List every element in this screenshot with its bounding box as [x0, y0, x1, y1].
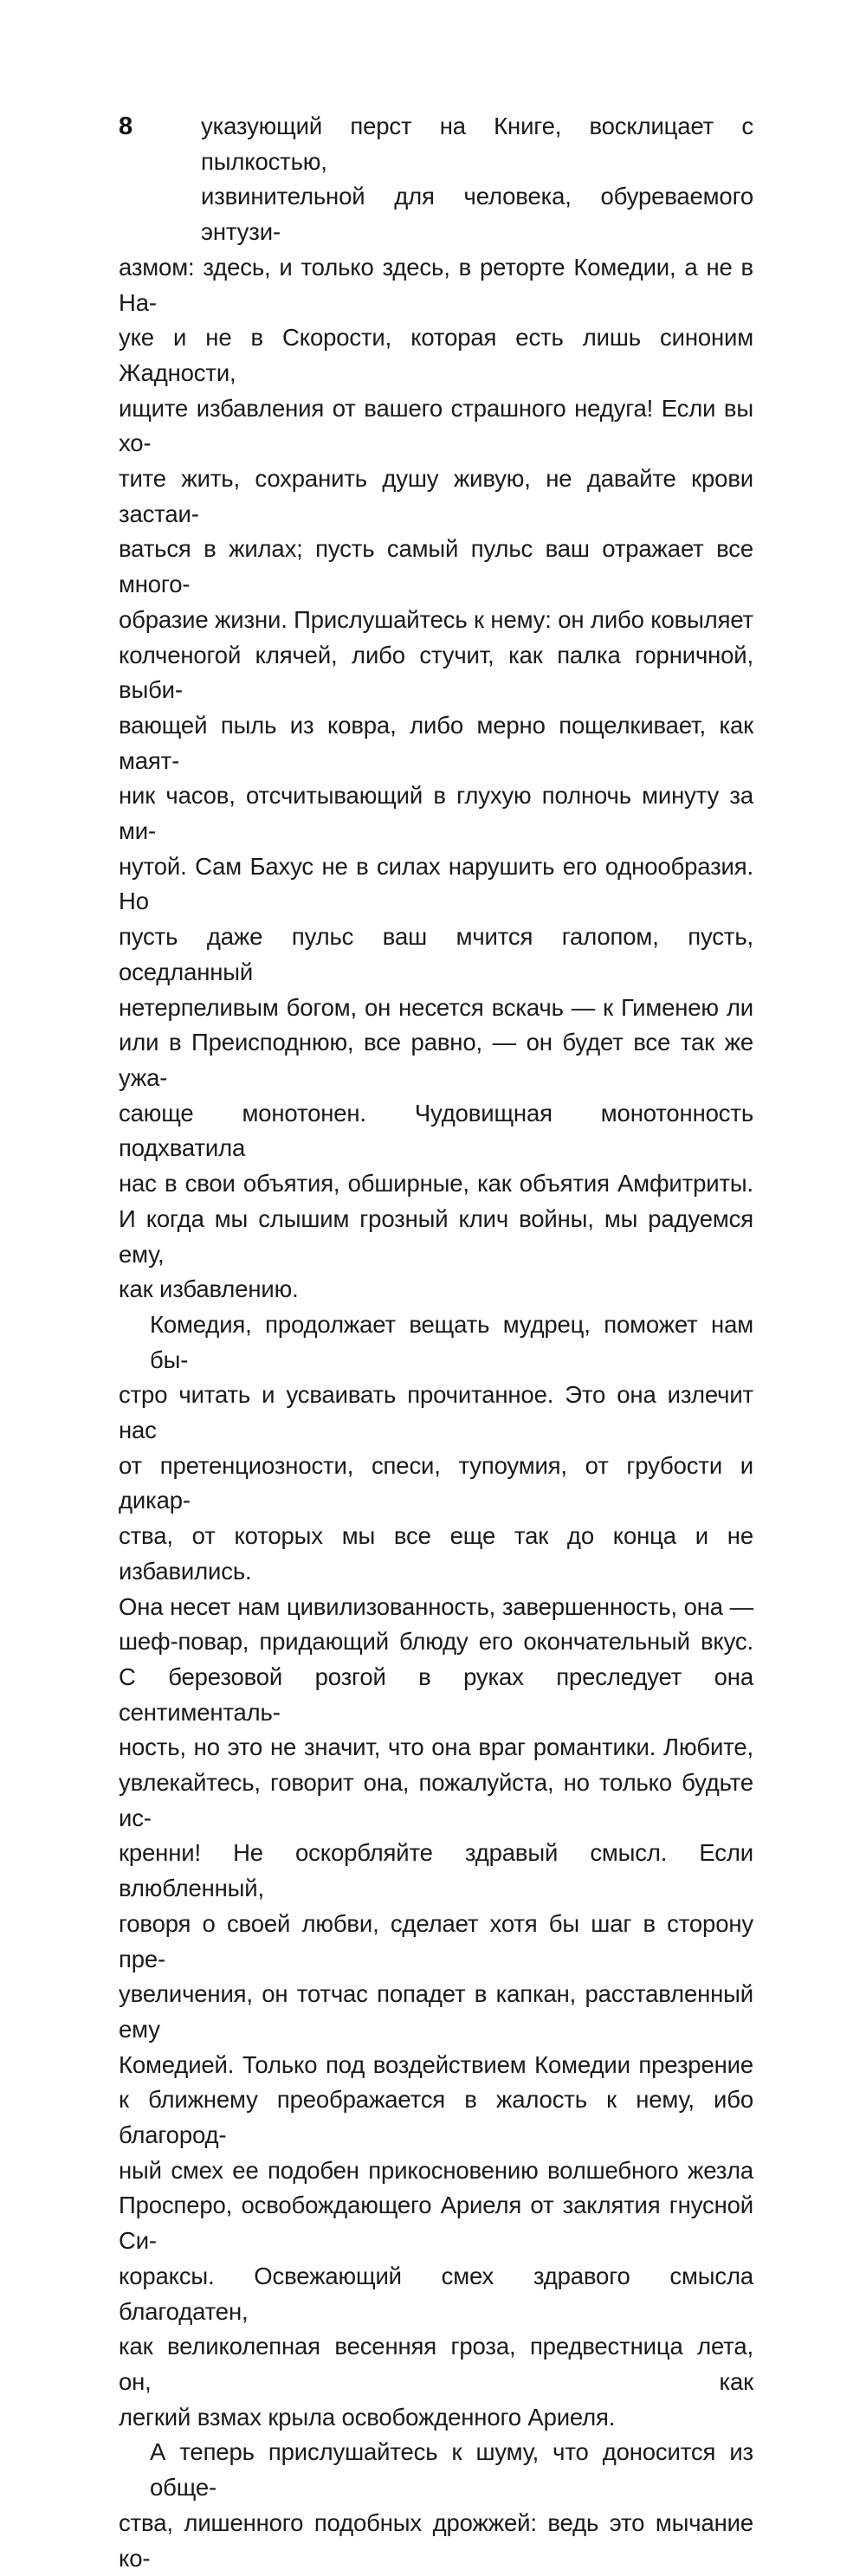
text-line-content: извинительной для человека, обуреваемого энтузи- — [201, 183, 753, 246]
body-text — [119, 109, 753, 2576]
text-line-content: как избавлению. — [119, 1275, 299, 1303]
text-line — [119, 1096, 753, 1166]
text-line-content: Просперо, освобождающего Ариеля от заклятия гнусной Си- — [119, 2192, 753, 2255]
text-line — [119, 1449, 753, 1519]
text-line — [119, 920, 753, 990]
text-line-content: легкий взмах крыла освобожденного Ариеля. — [119, 2403, 616, 2431]
text-line — [119, 1624, 753, 1660]
text-line-content: ник часов, отсчитывающий в глухую полночь минуту за ми- — [119, 782, 753, 845]
text-line-content: ства, от которых мы все еще так до конца и не избавились. — [119, 1522, 753, 1585]
text-line-content: к ближнему преображается в жалость к нему, ибо благород- — [119, 2086, 753, 2149]
text-line — [119, 1519, 753, 1589]
text-line — [119, 1977, 753, 2047]
text-line-content: Комедией. Только под воздействием Комедии презрение — [119, 2050, 753, 2078]
text-line-content: кораксы. Освежающий смех здравого смысла благодатен, — [119, 2262, 753, 2325]
text-line — [119, 532, 753, 602]
text-line-content: сающе монотонен. Чудовищная монотонность подхватила — [119, 1099, 753, 1162]
text-line-content: пусть даже пульс ваш мчится галопом, пусть, оседланный — [119, 923, 753, 985]
text-line-content: ность, но это не значит, что она враг романтики. Любите, — [119, 1733, 753, 1761]
text-line — [119, 1660, 753, 1730]
text-line-content: азмом: здесь, и только здесь, в реторте Комедии, а не в На- — [119, 253, 753, 316]
text-line — [119, 2048, 753, 2083]
text-line — [119, 1307, 753, 1378]
text-line-content: уке и не в Скорости, которая есть лишь синоним Жадности, — [119, 324, 753, 386]
text-line-content: колченогой клячей, либо стучит, как палка горничной, выби- — [119, 641, 753, 704]
text-line-content: ищите избавления от вашего страшного недуга! Если вы хо- — [119, 394, 753, 457]
paragraph-3 — [119, 2435, 753, 2576]
text-line — [119, 1907, 753, 1977]
text-line-content: Она несет нам цивилизованность, завершенность, она — — [119, 1592, 753, 1620]
text-line-content: Комедия, продолжает вещать мудрец, поможет нам бы- — [150, 1310, 753, 1373]
text-line-content: ства, лишенного подобных дрожжей: ведь это мычание ко- — [119, 2508, 753, 2572]
text-line-content: как великолепная весенняя гроза, предвестница лета, он, как — [119, 2333, 753, 2395]
text-line-content: шеф-повар, придающий блюду его окончательный вкус. — [119, 1628, 753, 1656]
text-line — [119, 603, 753, 638]
paragraph-1 — [119, 109, 753, 1307]
text-line — [119, 2506, 753, 2576]
text-line-content: говоря о своей любви, сделает хотя бы шаг в сторону пре- — [119, 1909, 753, 1972]
text-line-content: увеличения, он тотчас попадет в капкан, расставленный ему — [119, 1980, 753, 2043]
text-line — [119, 2400, 753, 2436]
text-line-content: нетерпеливым богом, он несется вскачь — к Гименею ли — [119, 993, 753, 1021]
text-line-content: тите жить, сохранить душу живую, не давайте крови застаи- — [119, 465, 753, 527]
text-line — [119, 1272, 753, 1307]
text-line-content: И когда мы слышим грозный клич войны, мы радуемся ему, — [119, 1204, 753, 1268]
text-line — [119, 1590, 753, 1625]
text-line-content: от претенциозности, спеси, тупоумия, от грубости и дикар- — [119, 1451, 753, 1514]
text-line — [119, 2188, 753, 2258]
text-line-content: образие жизни. Прислушайтесь к нему: он либо ковыляет — [119, 605, 753, 633]
text-line — [119, 1836, 753, 1906]
text-line — [119, 2153, 753, 2189]
text-line — [119, 1730, 753, 1766]
text-line — [119, 2435, 753, 2505]
text-line — [119, 2082, 753, 2153]
text-line — [119, 849, 753, 920]
text-line — [119, 2259, 753, 2329]
text-line-content: ваться в жилах; пусть самый пульс ваш отражает все много- — [119, 535, 753, 598]
text-line — [119, 1766, 753, 1836]
text-line — [119, 708, 753, 778]
paragraph-2 — [119, 1307, 753, 2436]
text-line-content: кренни! Не оскорбляйте здравый смысл. Если влюбленный, — [119, 1839, 753, 1902]
text-line-content: ный смех ее подобен прикосновению волшебного жезла — [119, 2156, 753, 2184]
text-line-content: нутой. Сам Бахус не в силах нарушить его однообразия. Но — [119, 852, 753, 915]
page-number: 8 — [119, 113, 133, 140]
text-line — [119, 462, 753, 532]
text-line — [119, 1166, 753, 1202]
text-line — [119, 320, 753, 391]
text-line — [119, 1025, 753, 1095]
text-line — [119, 1202, 753, 1272]
text-line-content: А теперь прислушайтесь к шуму, что доносится из обще- — [150, 2438, 753, 2502]
text-line — [119, 778, 753, 849]
text-line — [119, 109, 753, 179]
text-line — [119, 250, 753, 320]
text-line-content: С березовой розгой в руках преследует она сентименталь- — [119, 1662, 753, 1726]
text-line-content: указующий перст на Книге, восклицает с пылкостью, — [201, 113, 753, 175]
text-line — [119, 2329, 753, 2399]
text-line-content: стро читать и усваивать прочитанное. Это она излечит нас — [119, 1381, 753, 1444]
text-line — [119, 391, 753, 462]
text-line — [119, 991, 753, 1026]
text-line-content: или в Преисподнюю, все равно, — он будет все так же ужа- — [119, 1029, 753, 1091]
text-line-content: нас в свои объятия, обширные, как объятия Амфитриты. — [119, 1170, 753, 1198]
text-line — [119, 179, 753, 249]
text-line-content: вающей пыль из ковра, либо мерно пощелкивает, как маят- — [119, 711, 753, 774]
text-line-content: увлекайтесь, говорит она, пожалуйста, но только будьте ис- — [119, 1769, 753, 1831]
text-line — [119, 638, 753, 708]
text-line — [119, 1378, 753, 1448]
